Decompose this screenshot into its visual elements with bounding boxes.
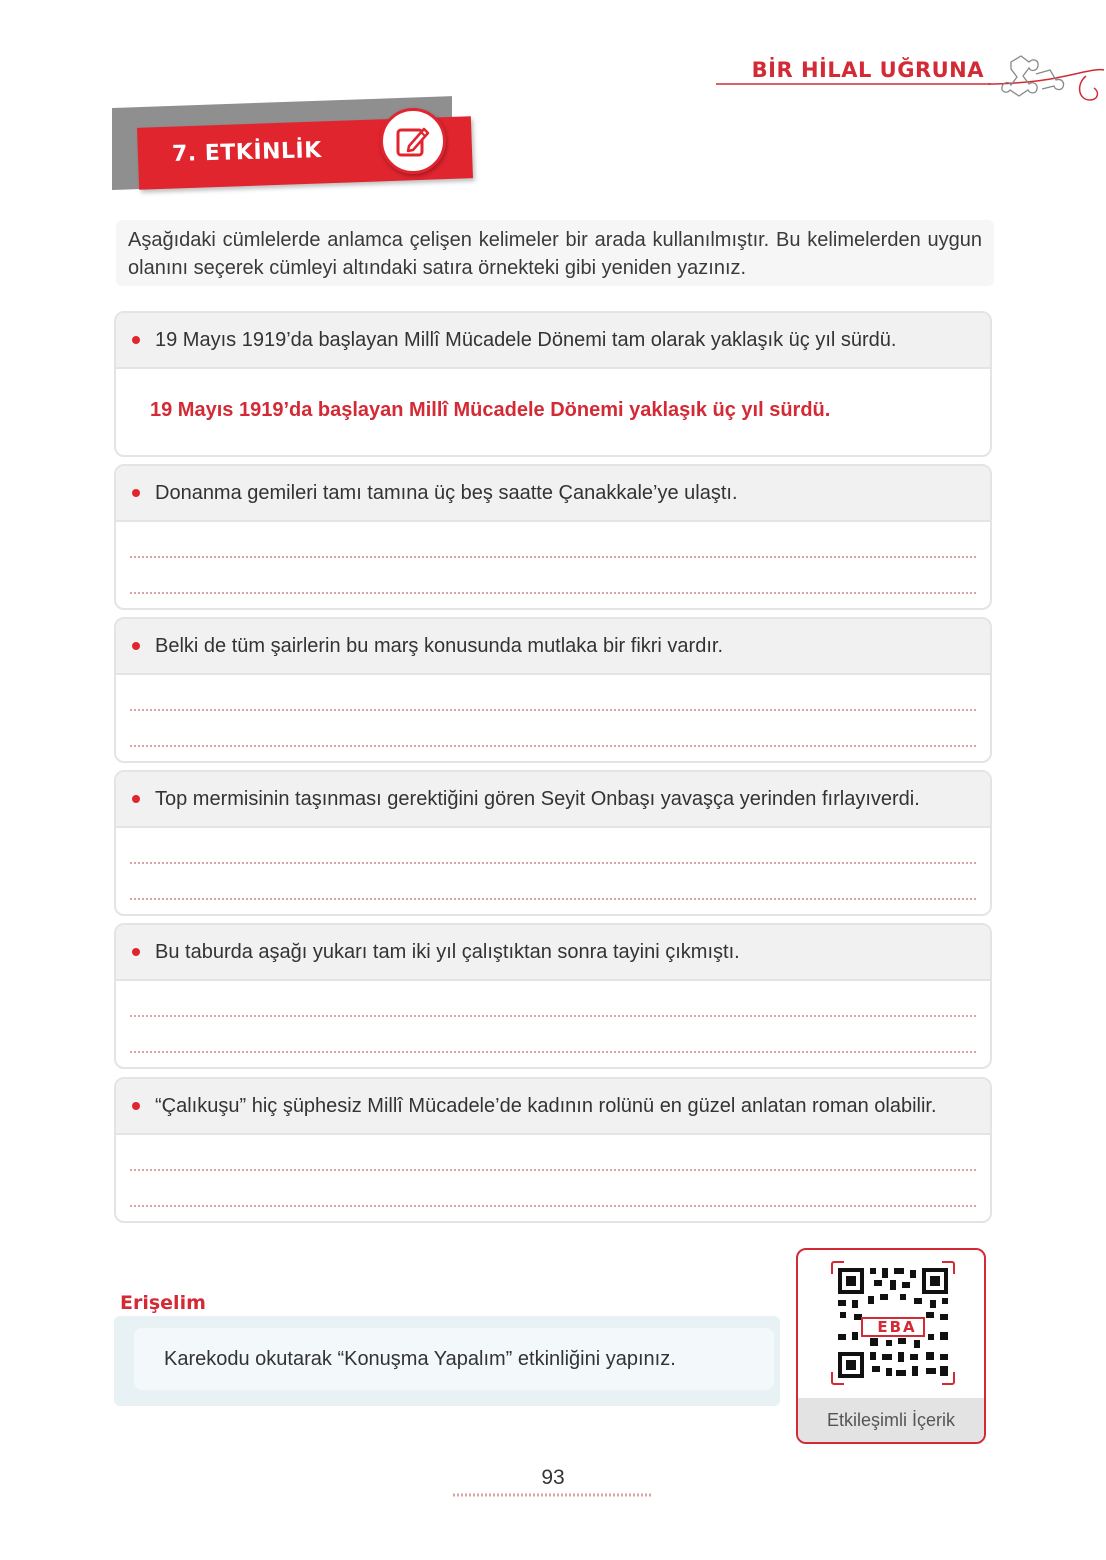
- answer-line[interactable]: [130, 862, 976, 864]
- answer-area: [116, 369, 990, 455]
- bullet-icon: [132, 489, 140, 497]
- instructions-text: Aşağıdaki cümlelerde anlamca çelişen kelimeler bir arada kullanılmıştır. Bu kelimelerden uygun olanını seçerek cümleyi altındaki satıra örnekteki gibi yeniden yazınız.: [116, 220, 994, 286]
- sentence-text: Top mermisinin taşınması gerektiğini gören Seyit Onbaşı yavaşça yerinden fırlayıverdi.: [155, 787, 920, 810]
- answer-area[interactable]: [116, 981, 990, 1067]
- chapter-title: BİR HİLAL UĞRUNA: [751, 58, 984, 82]
- answer-line[interactable]: [130, 556, 976, 558]
- exercise-card: [114, 923, 992, 1069]
- exercise-sentence: [116, 466, 990, 522]
- puzzle-decoration-icon: [706, 48, 1106, 108]
- answer-line[interactable]: [130, 1051, 976, 1053]
- exercise-sentence: [116, 925, 990, 981]
- answer-line[interactable]: [130, 898, 976, 900]
- pencil-edit-icon: [380, 108, 446, 174]
- sentence-text: Belki de tüm şairlerin bu marş konusunda mutlaka bir fikri vardır.: [155, 634, 724, 657]
- access-section-title: Erişelim: [120, 1292, 206, 1314]
- answer-line[interactable]: [130, 745, 976, 747]
- answer-line[interactable]: [130, 1015, 976, 1017]
- page-number: 93: [541, 1466, 565, 1489]
- exercise-sentence: [116, 1079, 990, 1135]
- answer-line[interactable]: [130, 592, 976, 594]
- answer-area[interactable]: [116, 1135, 990, 1221]
- exercise-card: [114, 770, 992, 916]
- page-number-decoration: [453, 1492, 653, 1498]
- bullet-icon: [132, 1102, 140, 1110]
- sentence-text: “Çalıkuşu” hiç şüphesiz Millî Mücadele’de kadının rolünü en güzel anlatan roman olabilir.: [155, 1094, 937, 1117]
- exercise-card: [114, 617, 992, 763]
- exercise-card: [114, 1077, 992, 1223]
- answer-area[interactable]: [116, 675, 990, 761]
- example-answer: 19 Mayıs 1919’da başlayan Millî Mücadele Dönemi yaklaşık üç yıl sürdü.: [150, 399, 831, 421]
- bullet-icon: [132, 948, 140, 956]
- exercise-sentence: [116, 619, 990, 675]
- answer-area[interactable]: [116, 828, 990, 914]
- answer-line[interactable]: [130, 709, 976, 711]
- interactive-content-label[interactable]: Etkileşimli İçerik: [798, 1398, 984, 1442]
- bullet-icon: [132, 642, 140, 650]
- answer-line[interactable]: [130, 1205, 976, 1207]
- bullet-icon: [132, 336, 140, 344]
- qr-panel[interactable]: [796, 1248, 986, 1444]
- exercise-card: [114, 464, 992, 610]
- answer-area[interactable]: [116, 522, 990, 608]
- answer-line[interactable]: [130, 1169, 976, 1171]
- eba-logo: EBA: [877, 1318, 917, 1336]
- sentence-text: Donanma gemileri tamı tamına üç beş saatte Çanakkale’ye ulaştı.: [155, 481, 738, 504]
- access-info-text: Karekodu okutarak “Konuşma Yapalım” etkinliğini yapınız.: [134, 1328, 774, 1390]
- access-info-box: [114, 1316, 780, 1406]
- sentence-text: Bu taburda aşağı yukarı tam iki yıl çalıştıktan sonra tayini çıkmıştı.: [155, 940, 740, 963]
- activity-banner: [112, 108, 482, 200]
- exercise-sentence: [116, 313, 990, 369]
- exercise-sentence: [116, 772, 990, 828]
- sentence-text: 19 Mayıs 1919’da başlayan Millî Mücadele Dönemi tam olarak yaklaşık üç yıl sürdü.: [155, 328, 897, 351]
- chapter-header: [706, 48, 1106, 108]
- activity-title: 7. ETKİNLİK: [171, 138, 323, 167]
- exercise-card: [114, 311, 992, 457]
- bullet-icon: [132, 795, 140, 803]
